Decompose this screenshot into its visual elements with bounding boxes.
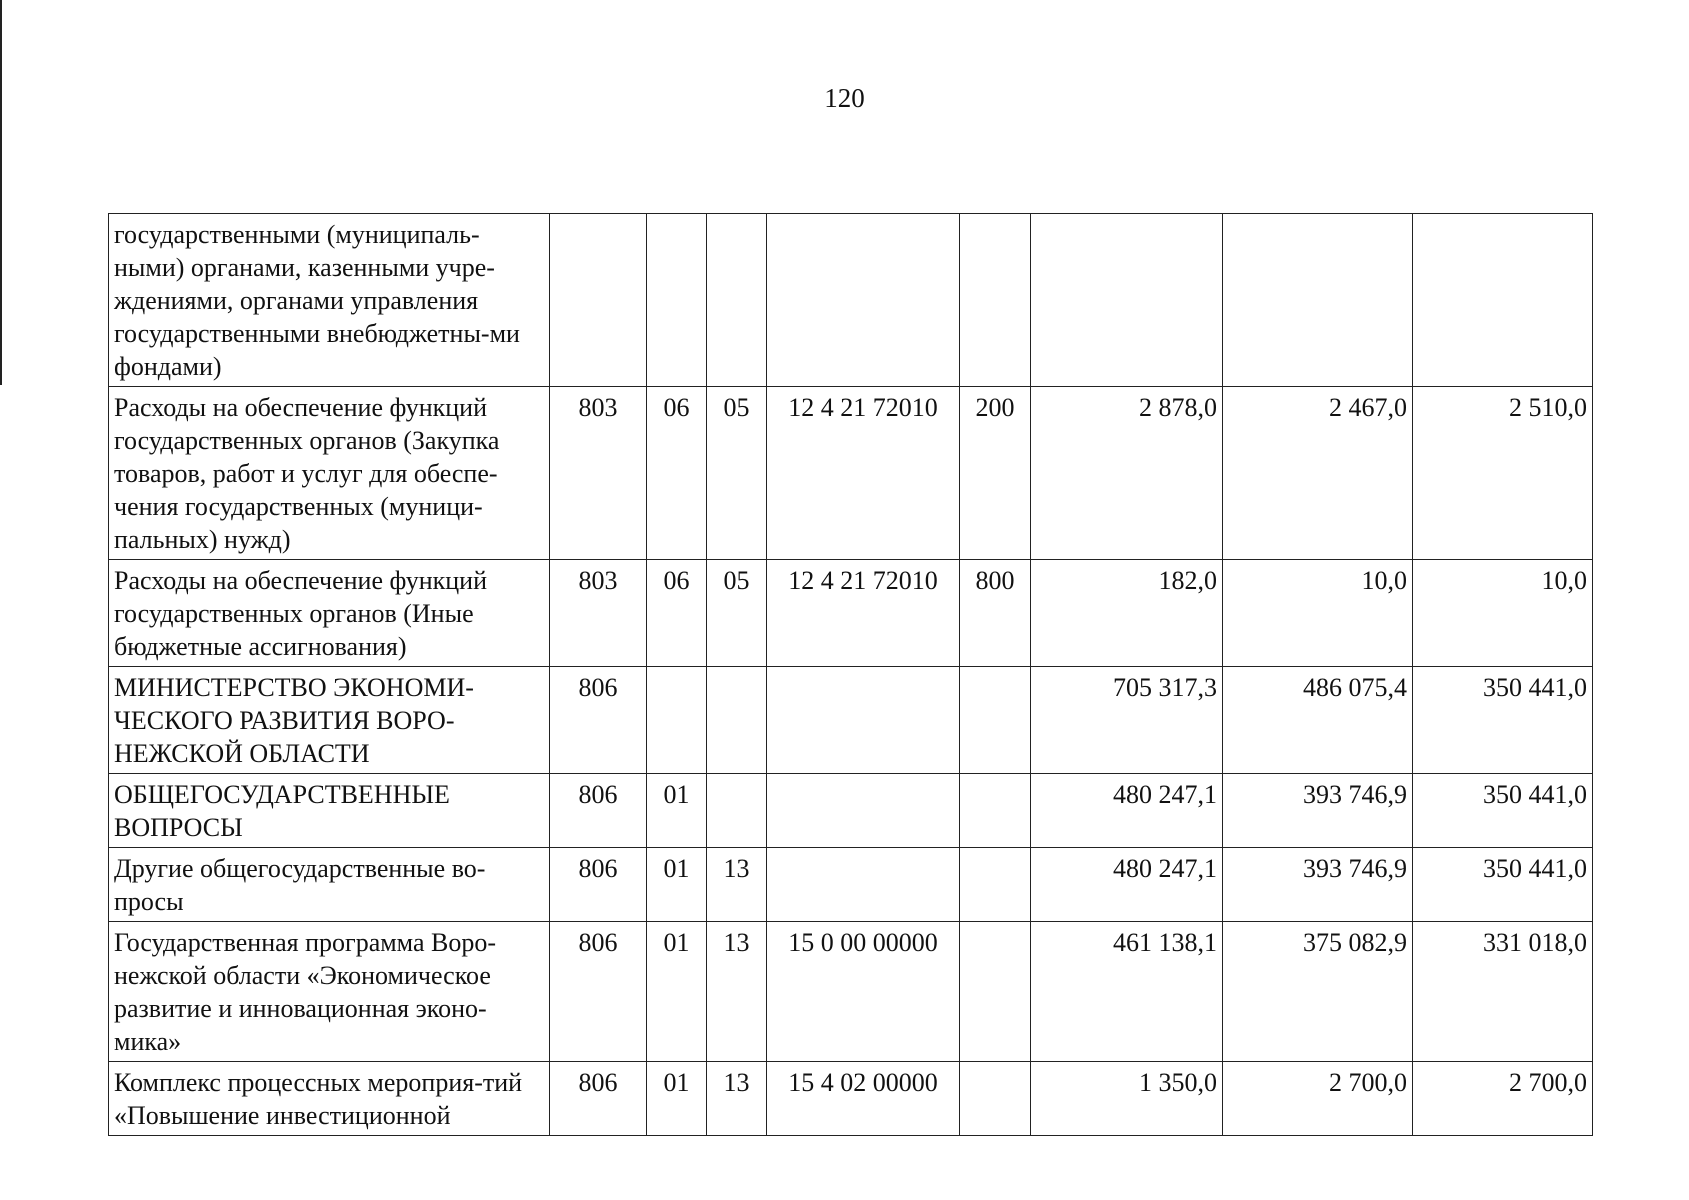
- target-article-cell: [767, 848, 960, 922]
- subsection-code-cell: [707, 667, 767, 774]
- page-number: 120: [824, 83, 865, 113]
- subsection-code-cell: [707, 774, 767, 848]
- section-code-cell: 06: [647, 560, 707, 667]
- table-row: [109, 387, 1593, 560]
- table-row: [109, 1062, 1593, 1136]
- grbs-code-cell: 806: [550, 848, 647, 922]
- amount-year3-cell: 2 700,0: [1413, 1062, 1593, 1136]
- section-code-cell: [647, 667, 707, 774]
- amount-year1-cell: 705 317,3: [1031, 667, 1223, 774]
- section-code-cell: 01: [647, 1062, 707, 1136]
- grbs-code-cell: 803: [550, 387, 647, 560]
- table-row: [109, 848, 1593, 922]
- expense-type-cell: 200: [960, 387, 1031, 560]
- amount-year1-cell: 2 878,0: [1031, 387, 1223, 560]
- grbs-code-cell: 806: [550, 922, 647, 1062]
- section-code-cell: 01: [647, 774, 707, 848]
- amount-year2-cell: 393 746,9: [1223, 848, 1413, 922]
- row-name-cell: Расходы на обеспечение функций государственных органов (Закупка товаров, работ и услуг для обеспе-чения государственных (муници-пальных) нужд): [109, 387, 550, 560]
- section-code-cell: 01: [647, 922, 707, 1062]
- amount-year2-cell: 2 467,0: [1223, 387, 1413, 560]
- row-name-cell: Расходы на обеспечение функций государственных органов (Иные бюджетные ассигнования): [109, 560, 550, 667]
- expense-type-cell: 800: [960, 560, 1031, 667]
- target-article-cell: 15 4 02 00000: [767, 1062, 960, 1136]
- expense-type-cell: [960, 922, 1031, 1062]
- amount-year2-cell: 375 082,9: [1223, 922, 1413, 1062]
- expense-type-cell: [960, 1062, 1031, 1136]
- amount-year3-cell: 2 510,0: [1413, 387, 1593, 560]
- amount-year3-cell: 10,0: [1413, 560, 1593, 667]
- amount-year1-cell: 182,0: [1031, 560, 1223, 667]
- table-row: [109, 922, 1593, 1062]
- amount-year1-cell: 461 138,1: [1031, 922, 1223, 1062]
- target-article-cell: 15 0 00 00000: [767, 922, 960, 1062]
- amount-year3-cell: [1413, 214, 1593, 387]
- row-name-cell: государственными (муниципаль-ными) органами, казенными учре-ждениями, органами управления государственными внебюджетны-ми фондами): [109, 214, 550, 387]
- amount-year1-cell: 1 350,0: [1031, 1062, 1223, 1136]
- amount-year2-cell: 2 700,0: [1223, 1062, 1413, 1136]
- amount-year2-cell: 486 075,4: [1223, 667, 1413, 774]
- grbs-code-cell: [550, 214, 647, 387]
- table-row: [109, 774, 1593, 848]
- amount-year3-cell: 350 441,0: [1413, 848, 1593, 922]
- target-article-cell: 12 4 21 72010: [767, 387, 960, 560]
- row-name-cell: Комплекс процессных мероприя-тий «Повышение инвестиционной: [109, 1062, 550, 1136]
- row-name-cell: МИНИСТЕРСТВО ЭКОНОМИ-ЧЕСКОГО РАЗВИТИЯ ВОРО-НЕЖСКОЙ ОБЛАСТИ: [109, 667, 550, 774]
- section-code-cell: 06: [647, 387, 707, 560]
- target-article-cell: [767, 214, 960, 387]
- table-row: [109, 560, 1593, 667]
- amount-year1-cell: 480 247,1: [1031, 774, 1223, 848]
- expense-type-cell: [960, 848, 1031, 922]
- row-name-cell: Другие общегосударственные во-просы: [109, 848, 550, 922]
- subsection-code-cell: 13: [707, 1062, 767, 1136]
- table-row: [109, 214, 1593, 387]
- section-code-cell: [647, 214, 707, 387]
- target-article-cell: 12 4 21 72010: [767, 560, 960, 667]
- expense-type-cell: [960, 667, 1031, 774]
- subsection-code-cell: [707, 214, 767, 387]
- subsection-code-cell: 13: [707, 848, 767, 922]
- grbs-code-cell: 806: [550, 667, 647, 774]
- amount-year1-cell: 480 247,1: [1031, 848, 1223, 922]
- target-article-cell: [767, 774, 960, 848]
- subsection-code-cell: 05: [707, 387, 767, 560]
- expense-type-cell: [960, 774, 1031, 848]
- row-name-cell: Государственная программа Воро-нежской области «Экономическое развитие и инновационная эконо-мика»: [109, 922, 550, 1062]
- grbs-code-cell: 806: [550, 774, 647, 848]
- amount-year2-cell: [1223, 214, 1413, 387]
- budget-table: [108, 213, 1593, 1136]
- expense-type-cell: [960, 214, 1031, 387]
- target-article-cell: [767, 667, 960, 774]
- amount-year2-cell: 10,0: [1223, 560, 1413, 667]
- amount-year3-cell: 331 018,0: [1413, 922, 1593, 1062]
- grbs-code-cell: 803: [550, 560, 647, 667]
- grbs-code-cell: 806: [550, 1062, 647, 1136]
- amount-year3-cell: 350 441,0: [1413, 774, 1593, 848]
- table-row: [109, 667, 1593, 774]
- amount-year2-cell: 393 746,9: [1223, 774, 1413, 848]
- subsection-code-cell: 05: [707, 560, 767, 667]
- subsection-code-cell: 13: [707, 922, 767, 1062]
- scan-edge-line: [0, 0, 2, 385]
- amount-year1-cell: [1031, 214, 1223, 387]
- amount-year3-cell: 350 441,0: [1413, 667, 1593, 774]
- section-code-cell: 01: [647, 848, 707, 922]
- row-name-cell: ОБЩЕГОСУДАРСТВЕННЫЕ ВОПРОСЫ: [109, 774, 550, 848]
